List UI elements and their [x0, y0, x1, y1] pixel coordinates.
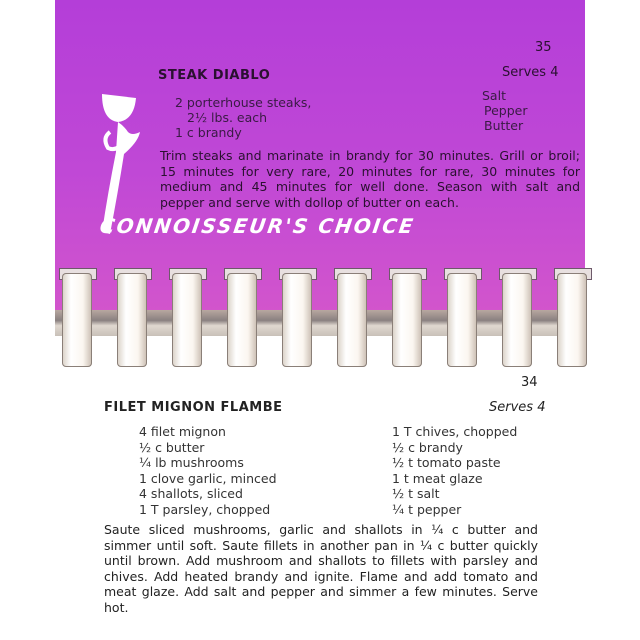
spoon-hand-icon	[88, 92, 148, 242]
page-number: 35	[535, 40, 552, 55]
ingredient: 4 shallots, sliced	[139, 486, 243, 501]
ingredient: ¼ lb mushrooms	[139, 455, 244, 470]
spiral-ring	[117, 273, 147, 367]
spiral-ring	[282, 273, 312, 367]
ingredient: Pepper	[484, 103, 528, 118]
brand-logo: CONNOISSEUR'S CHOICE	[98, 214, 417, 238]
page-number: 34	[521, 375, 538, 390]
instructions: Trim steaks and marinate in brandy for 30 minutes. Grill or broil; 15 minutes for very rare, 20 minutes for rare, 30 minutes for medium and 45 minutes for well done. Season with salt and pepper and serve with dollop of butter on each.	[160, 148, 580, 210]
spiral-ring	[337, 273, 367, 367]
recipe-title: FILET MIGNON FLAMBE	[104, 400, 283, 415]
ingredient: ½ t tomato paste	[392, 455, 501, 470]
ingredient: 1 t meat glaze	[392, 470, 483, 486]
spiral-ring	[227, 273, 257, 367]
ingredient: 2½ lbs. each	[187, 110, 268, 125]
ingredient: 4 filet mignon	[139, 424, 226, 439]
ingredient: 1 c brandy	[175, 125, 242, 140]
serves-label: Serves 4	[489, 400, 546, 415]
recipe-title: STEAK DIABLO	[158, 68, 271, 83]
spiral-ring	[557, 273, 587, 367]
ingredient: ½ c butter	[139, 439, 205, 455]
ingredient: Salt	[482, 88, 506, 103]
ingredient: ½ t salt	[392, 486, 440, 501]
spiral-ring	[392, 273, 422, 367]
instructions: Saute sliced mushrooms, garlic and shallots in ¼ c butter and simmer until soft. Saute fillets in another pan in ¼ c butter quickly until brown. Add mushroom and shallots to fillets with parsley and chives. Add heated brandy and ignite. Flame and add tomato and meat glaze. Add salt and pepper and simmer a few minutes. Serve hot.	[104, 522, 538, 615]
ingredient: 2 porterhouse steaks,	[175, 95, 312, 110]
spiral-ring	[502, 273, 532, 367]
spiral-ring	[172, 273, 202, 367]
ingredient: 1 clove garlic, minced	[139, 470, 277, 486]
spiral-ring	[447, 273, 477, 367]
ingredient: 1 T parsley, chopped	[139, 501, 271, 517]
ingredient: Butter	[484, 118, 524, 133]
serves-label: Serves 4	[502, 65, 559, 80]
spiral-ring	[62, 273, 92, 367]
ingredient: ½ c brandy	[392, 439, 463, 455]
ingredient: 1 T chives, chopped	[392, 424, 518, 439]
ingredient: ¼ t pepper	[392, 501, 462, 517]
